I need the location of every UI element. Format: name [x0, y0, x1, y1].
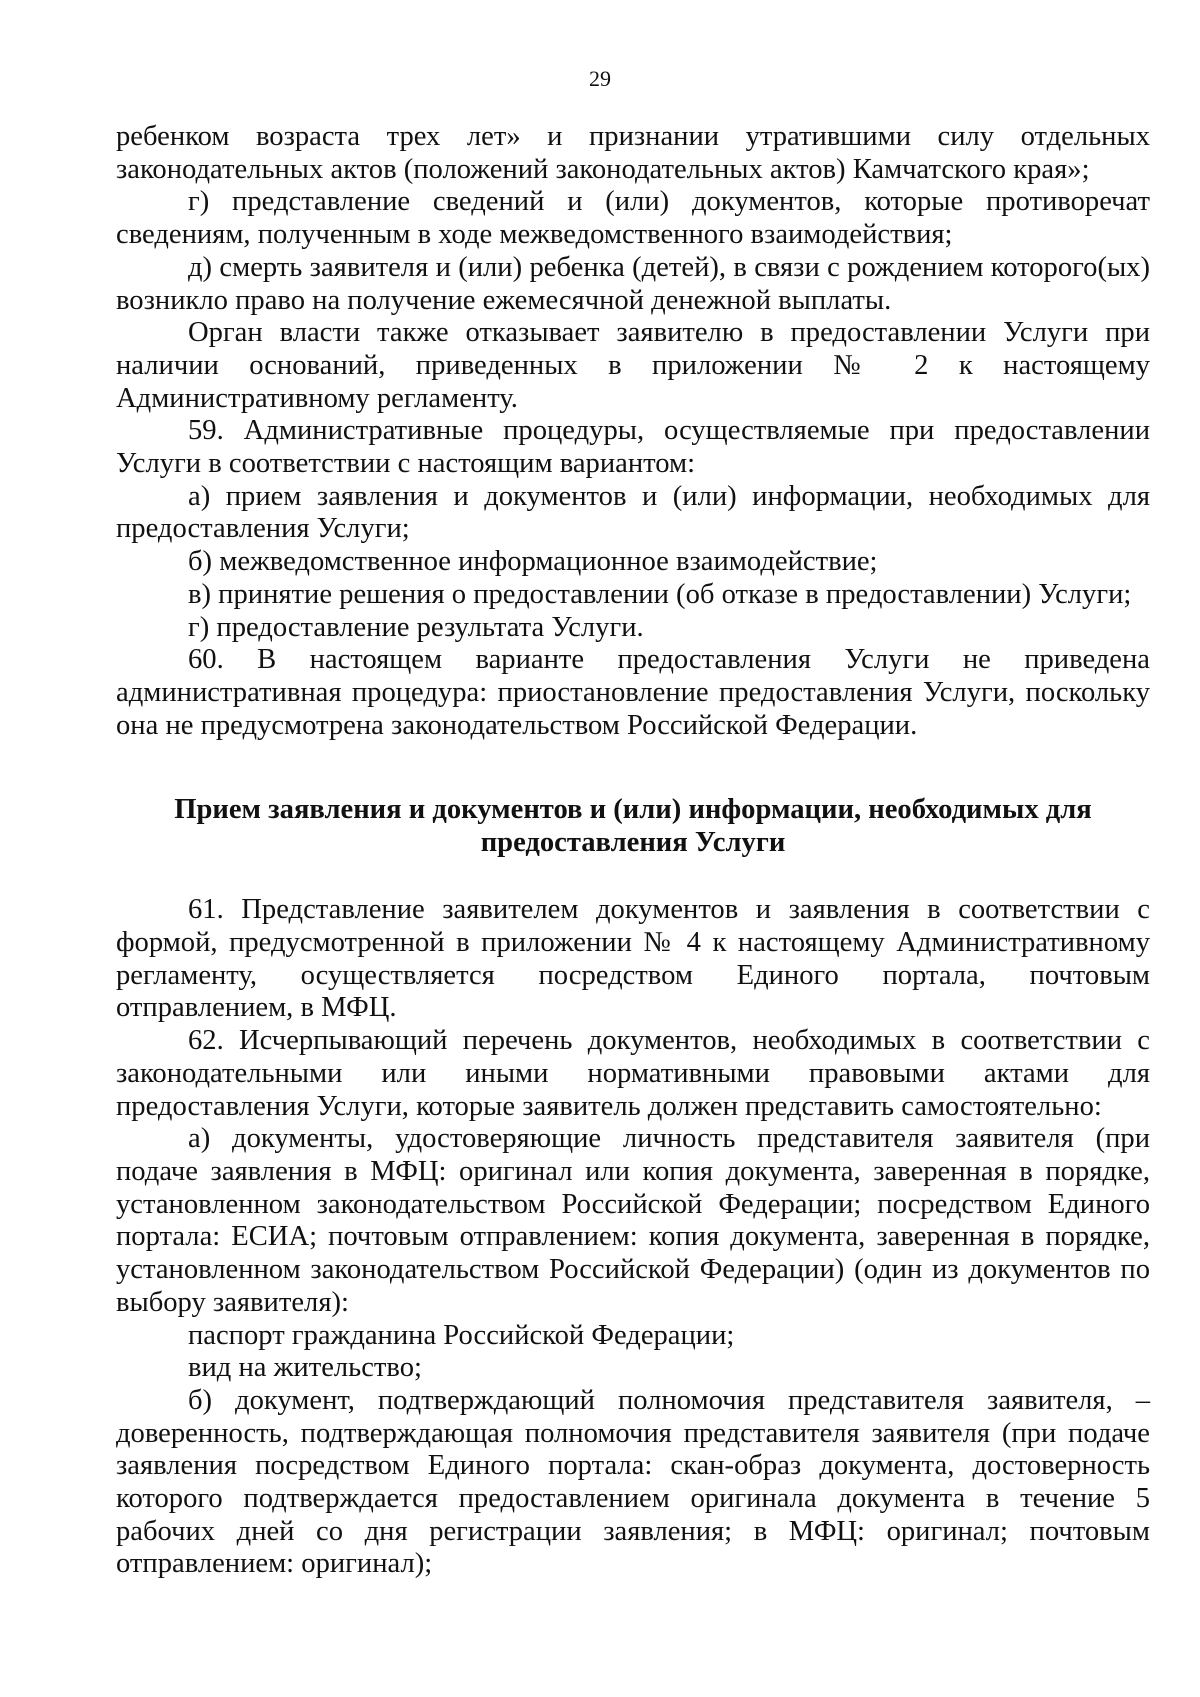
- paragraph: г) представление сведений и (или) документов, которые противоречат сведениям, полученным в ходе межведомственного взаимодействия;: [116, 186, 1150, 251]
- paragraph: 61. Представление заявителем документов и заявления в соответствии с формой, предусмотренной в приложении № 4 к настоящему Административному регламенту, осуществляется посредством Единого портала, почтовым отправлением, в МФЦ.: [116, 894, 1150, 1024]
- paragraph: а) прием заявления и документов и (или) информации, необходимых для предоставления Услуги;: [116, 480, 1150, 545]
- paragraph: 62. Исчерпывающий перечень документов, необходимых в соответствии с законодательными или иными нормативными правовыми актами для предоставления Услуги, которые заявитель должен представить самостоятельно:: [116, 1025, 1150, 1122]
- paragraph: вид на жительство;: [188, 1352, 422, 1384]
- paragraph: а) документы, удостоверяющие личность представителя заявителя (при подаче заявления в МФЦ: оригинал или копия документа, заверенная в порядке, установленном законодательством Российской Федерации; посредством Единого портала: ЕСИА; почтовым отправлением: копия документа, заверенная в порядке, установленном законодательством Российской Федерации) (один из документов по выбору заявителя):: [116, 1123, 1150, 1318]
- paragraph: в) принятие решения о предоставлении (об отказе в предоставлении) Услуги;: [188, 578, 1132, 610]
- paragraph: г) предоставление результата Услуги.: [188, 611, 644, 643]
- paragraph: 59. Административные процедуры, осуществляемые при предоставлении Услуги в соответствии с настоящим вариантом:: [116, 415, 1150, 480]
- document-body: [116, 121, 1150, 1581]
- paragraph: б) документ, подтверждающий полномочия представителя заявителя, – доверенность, подтверждающая полномочия представителя заявителя (при подаче заявления посредством Единого портала: скан-образ документа, достоверность которого подтверждается предоставлением оригинала документа в течение 5 рабочих дней со дня регистрации заявления; в МФЦ: оригинал; почтовым отправлением: оригинал);: [116, 1384, 1150, 1580]
- section-heading: [116, 793, 1150, 859]
- paragraph: Орган власти также отказывает заявителю в предоставлении Услуги при наличии оснований, приведенных в приложении № 2 к настоящему Административному регламенту.: [116, 317, 1150, 414]
- paragraph: б) межведомственное информационное взаимодействие;: [188, 546, 878, 578]
- section-heading-line: предоставления Услуги: [480, 827, 786, 859]
- page-number: 29: [589, 66, 611, 91]
- paragraph: ребенком возраста трех лет» и признании утратившими силу отдельных законодательных актов (положений законодательных актов) Камчатского края»;: [116, 121, 1150, 185]
- section-heading-line: Прием заявления и документов и (или) информации, необходимых для: [174, 794, 1092, 826]
- paragraph: паспорт гражданина Российской Федерации;: [188, 1319, 735, 1351]
- paragraph: д) смерть заявителя и (или) ребенка (детей), в связи с рождением которого(ых) возникло право на получение ежемесячной денежной выплаты.: [116, 251, 1150, 316]
- paragraph: 60. В настоящем варианте предоставления Услуги не приведена административная процедура: приостановление предоставления Услуги, поскольку она не предусмотрена законодательством Российской Федерации.: [116, 644, 1150, 741]
